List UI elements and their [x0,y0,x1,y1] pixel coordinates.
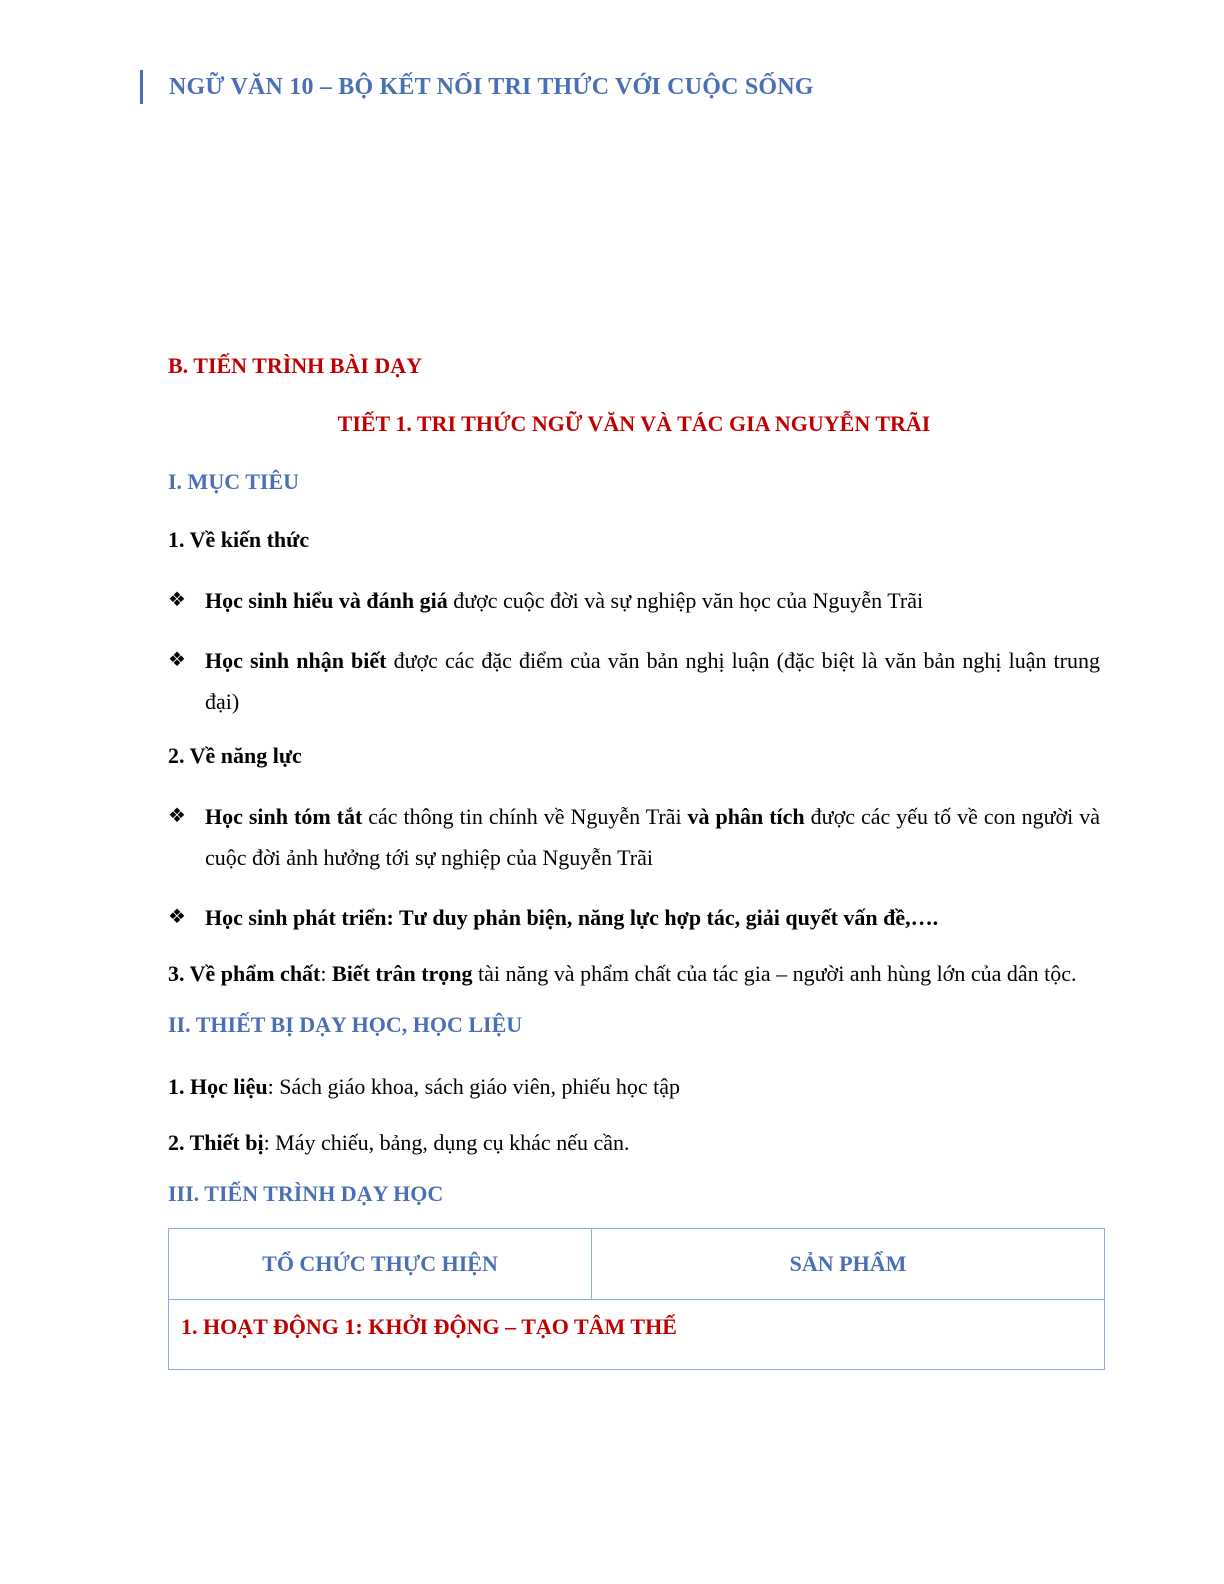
competency-item-1-text2: được các yếu tố về con người và cuộc đời ảnh hưởng tới sự nghiệp của Nguyễn Trãi [205,804,1100,870]
column-header-product: SẢN PHẨM [592,1229,1105,1300]
teaching-process-heading: III. TIẾN TRÌNH DẠY HỌC [168,1181,444,1206]
equipment-heading: II. THIẾT BỊ DẠY HỌC, HỌC LIỆU [168,1012,523,1037]
competency-item-1-bold2: và phân tích [687,804,805,829]
knowledge-item-2-bold: Học sinh nhận biết [205,648,387,673]
quality-bold: Biết trân trọng [332,961,473,986]
quality-text: tài năng và phẩm chất của tác gia – người anh hùng lớn của dân tộc. [472,961,1077,986]
competency-item-1-bold1: Học sinh tóm tắt [205,804,363,829]
quality-paragraph [168,953,1100,994]
competency-heading: 2. Về năng lực [168,743,302,768]
knowledge-item-1 [168,580,1100,621]
table-header-row [169,1229,1105,1300]
materials-text: : Sách giáo khoa, sách giáo viên, phiếu học tập [267,1074,680,1099]
knowledge-item-1-text: được cuộc đời và sự nghiệp văn học của Nguyễn Trãi [447,588,924,613]
bullet-diamond-icon: ❖ [168,906,186,928]
competency-item-1-text1: các thông tin chính về Nguyễn Trãi [362,804,688,829]
competency-item-2 [168,897,1100,938]
column-header-organization: TỔ CHỨC THỰC HIỆN [169,1229,592,1300]
document-body [168,350,1100,1370]
header-title: NGỮ VĂN 10 – BỘ KẾT NỐI TRI THỨC VỚI CUỘC SỐNG [169,74,814,100]
objectives-heading: I. MỤC TIÊU [168,469,300,494]
materials-paragraph [168,1066,1100,1107]
running-header [140,70,814,104]
devices-paragraph [168,1122,1100,1163]
knowledge-heading: 1. Về kiến thức [168,527,310,552]
activity-1-heading: 1. HOẠT ĐỘNG 1: KHỞI ĐỘNG – TẠO TÂM THẾ [169,1300,1105,1370]
devices-label: 2. Thiết bị [168,1130,264,1155]
quality-sep: : [320,961,333,986]
lesson-title: TIẾT 1. TRI THỨC NGỮ VĂN VÀ TÁC GIA NGUYỄN TRÃI [337,411,931,436]
knowledge-item-2 [168,640,1100,722]
devices-text: : Máy chiếu, bảng, dụng cụ khác nếu cần. [263,1130,630,1155]
bullet-diamond-icon: ❖ [168,805,186,827]
competency-item-2-bold: Học sinh phát triển: Tư duy phản biện, năng lực hợp tác, giải quyết vấn đề,…. [205,905,939,930]
quality-label: 3. Về phẩm chất [168,961,321,986]
competency-item-1 [168,796,1100,878]
bullet-diamond-icon: ❖ [168,589,186,611]
knowledge-item-2-text: được các đặc điểm của văn bản nghị luận (đặc biệt là văn bản nghị luận trung đại) [205,648,1100,714]
knowledge-item-1-bold: Học sinh hiểu và đánh giá [205,588,448,613]
lesson-plan-table [168,1228,1105,1370]
table-row [169,1300,1105,1370]
section-b-heading: B. TIẾN TRÌNH BÀI DẠY [168,353,423,378]
bullet-diamond-icon: ❖ [168,649,186,671]
materials-label: 1. Học liệu [168,1074,268,1099]
